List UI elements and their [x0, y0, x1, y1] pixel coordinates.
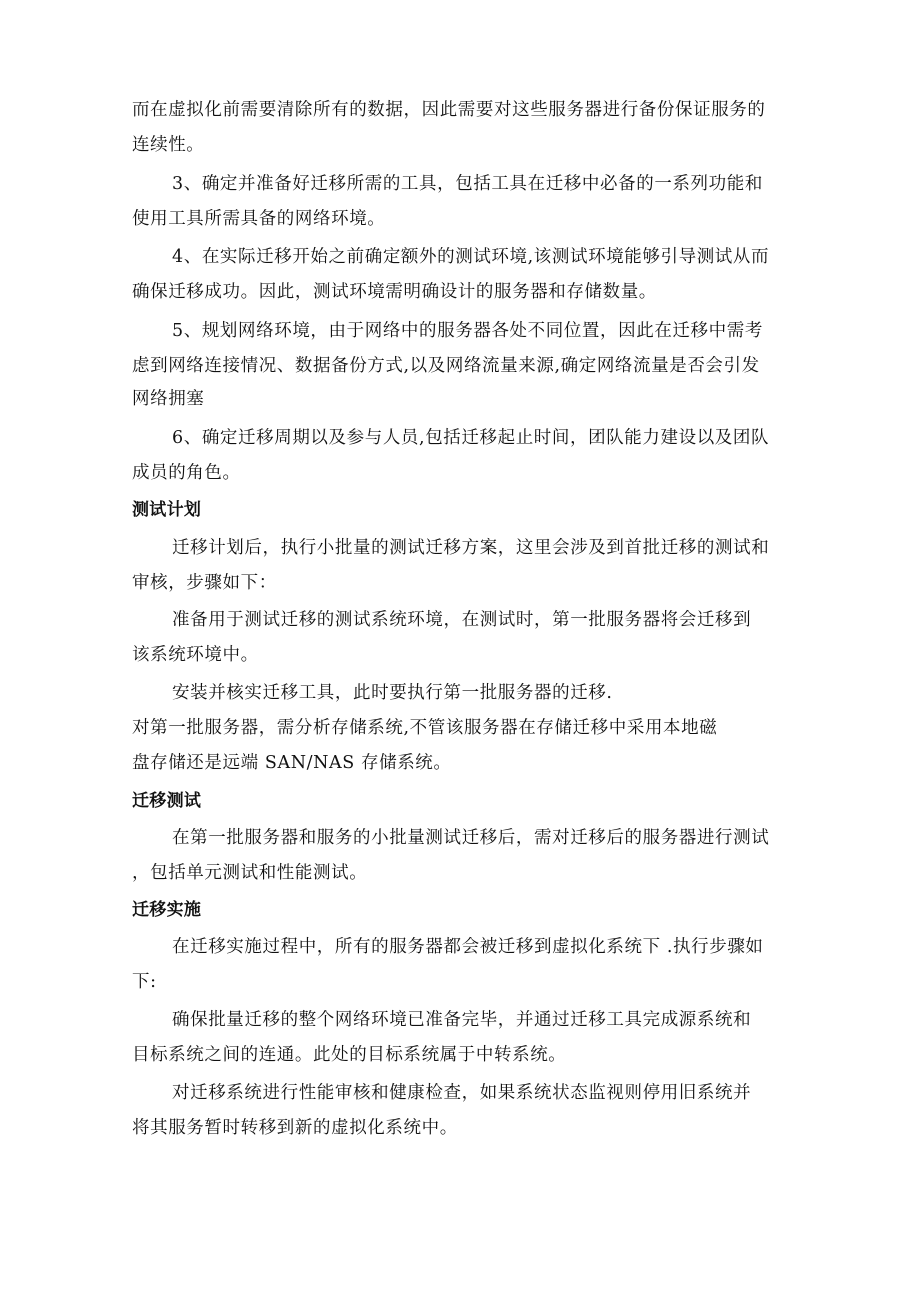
paragraph-line: 安装并核实迁移工具，此时要执行第一批服务器的迁移. [172, 683, 613, 703]
paragraph-line: 下: [132, 972, 157, 992]
paragraph-line: 准备用于测试迁移的测试系统环境，在测试时，第一批服务器将会迁移到 [172, 610, 752, 630]
list-item-3-line: 使用工具所需具备的网络环境。 [132, 209, 386, 229]
list-item-6-line: 6、确定迁移周期以及参与人员,包括迁移起止时间，团队能力建设以及团队 [172, 428, 770, 448]
paragraph-line: 在迁移实施过程中，所有的服务器都会被迁移到虚拟化系统下 .执行步骤如 [172, 937, 764, 957]
paragraph-line: 对迁移系统进行性能审核和健康检查，如果系统状态监视则停用旧系统并 [172, 1083, 752, 1103]
list-item-6-line: 成员的角色。 [132, 463, 241, 483]
section-heading-migration-implementation: 迁移实施 [132, 900, 202, 920]
paragraph-line: 盘存储还是远端 SAN/NAS 存储系统。 [132, 753, 452, 773]
paragraph-line: 在第一批服务器和服务的小批量测试迁移后，需对迁移后的服务器进行测试 [172, 828, 770, 848]
section-heading-migration-test: 迁移测试 [132, 791, 202, 811]
paragraph-line: 迁移计划后，执行小批量的测试迁移方案，这里会涉及到首批迁移的测试和 [172, 538, 770, 558]
list-item-5-line: 虑到网络连接情况、数据备份方式,以及网络流量来源,确定网络流量是否会引发 [132, 356, 760, 376]
paragraph-line: 确保批量迁移的整个网络环境已准备完毕，并通过迁移工具完成源系统和 [172, 1010, 752, 1030]
list-item-3-line: 3、确定并准备好迁移所需的工具，包括工具在迁移中必备的一系列功能和 [172, 174, 763, 194]
paragraph-line: 将其服务暂时转移到新的虚拟化系统中。 [132, 1118, 458, 1138]
paragraph-line: 连续性。 [132, 135, 205, 155]
paragraph-line: 目标系统之间的连通。此处的目标系统属于中转系统。 [132, 1045, 567, 1065]
paragraph-line: 审核，步骤如下： [132, 573, 277, 593]
paragraph-line: ，包括单元测试和性能测试。 [132, 863, 368, 883]
paragraph-line: 该系统环境中。 [132, 645, 259, 665]
section-heading-test-plan: 测试计划 [132, 500, 202, 520]
list-item-5-line: 网络拥塞 [132, 389, 205, 409]
list-item-4-line: 4、在实际迁移开始之前确定额外的测试环境,该测试环境能够引导测试从而 [172, 247, 770, 267]
list-item-5-line: 5、规划网络环境，由于网络中的服务器各处不同位置，因此在迁移中需考 [172, 321, 763, 341]
list-item-4-line: 确保迁移成功。因此，测试环境需明确设计的服务器和存储数量。 [132, 282, 657, 302]
paragraph-line: 对第一批服务器，需分析存储系统,不管该服务器在存储迁移中采用本地磁 [132, 718, 718, 738]
paragraph-line: 而在虚拟化前需要清除所有的数据，因此需要对这些服务器进行备份保证服务的 [132, 100, 766, 120]
